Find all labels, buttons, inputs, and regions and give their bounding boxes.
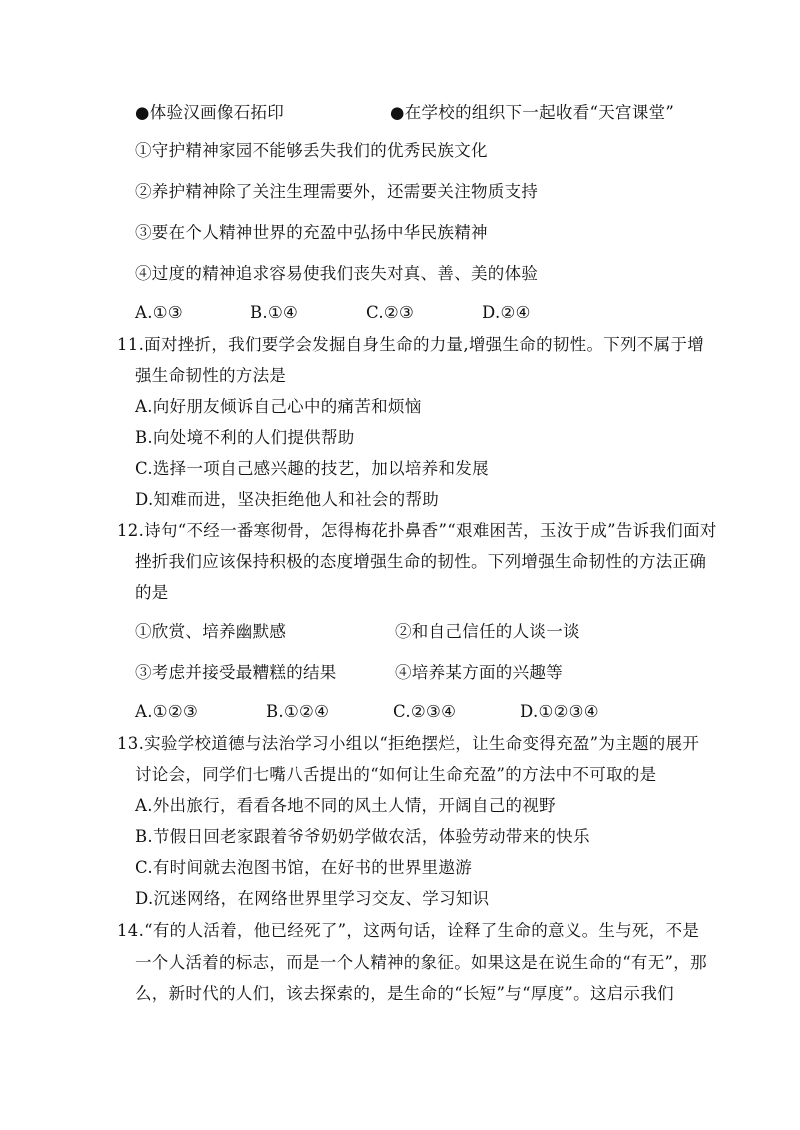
q11-option-a: A.向好朋友倾诉自己心中的痛苦和烦恼	[135, 397, 422, 416]
q14-stem-line: 一个人活着的标志，而是一个人精神的象征。如果这是在说生命的“有无”，那	[135, 953, 707, 972]
q11-option-b: B.向处境不利的人们提供帮助	[135, 428, 355, 447]
q10-statement: ①守护精神家园不能够丢失我们的优秀民族文化	[135, 141, 488, 160]
q12-stem-line: 挫折我们应该保持积极的态度增强生命的韧性。下列增强生命韧性的方法正确	[135, 552, 707, 571]
q10-statement: ④过度的精神追求容易使我们丧失对真、善、美的体验	[135, 264, 539, 283]
q13-option-a: A.外出旅行，看看各地不同的风土人情，开阔自己的视野	[135, 796, 556, 815]
q12-statement: ②和自己信任的人谈一谈	[395, 622, 580, 641]
q13-stem-line: 13.实验学校道德与法治学习小组以“拒绝摆烂，让生命变得充盈”为主题的展开	[117, 734, 700, 753]
q12-statement: ①欣赏、培养幽默感	[135, 622, 287, 641]
q13-option-b: B.节假日回老家跟着爷爷奶奶学做农活，体验劳动带来的快乐	[135, 827, 590, 846]
q11-option-d: D.知难而进，坚决拒绝他人和社会的帮助	[135, 490, 440, 509]
q13-option-d: D.沉迷网络，在网络世界里学习交友、学习知识	[135, 889, 490, 908]
q10-statement: ②养护精神除了关注生理需要外，还需要关注物质支持	[135, 182, 539, 201]
q14-stem-line: 么，新时代的人们，该去探索的，是生命的“长短”与“厚度”。这启示我们	[135, 984, 674, 1003]
q10-option-c: C.②③	[366, 303, 415, 322]
q10-option-a: A.①③	[135, 303, 183, 322]
q14-stem-line: 14.“有的人活着，他已经死了”，这两句话，诠释了生命的意义。生与死，不是	[117, 921, 700, 940]
q11-stem-line: 强生命韧性的方法是	[135, 366, 287, 385]
q12-statement: ③考虑并接受最糟糕的结果	[135, 663, 337, 682]
q11-option-c: C.选择一项自己感兴趣的技艺，加以培养和发展	[135, 459, 489, 478]
q12-stem-line: 12.诗句“不经一番寒彻骨，怎得梅花扑鼻香”“艰难困苦，玉汝于成”告诉我们面对	[117, 521, 717, 540]
q11-stem-line: 11.面对挫折，我们要学会发掘自身生命的力量,增强生命的韧性。下列不属于增	[117, 335, 705, 354]
activity-item-right: ●在学校的组织下一起收看“天宫课堂”	[390, 103, 675, 122]
q12-stem-line: 的是	[135, 583, 169, 602]
q12-option-a: A.①②③	[135, 702, 199, 721]
q12-option-c: C.②③④	[393, 702, 457, 721]
q12-option-d: D.①②③④	[520, 702, 599, 721]
q10-statement: ③要在个人精神世界的充盈中弘扬中华民族精神	[135, 223, 488, 242]
q13-option-c: C.有时间就去泡图书馆，在好书的世界里遨游	[135, 858, 473, 877]
q13-stem-line: 讨论会，同学们七嘴八舌提出的“如何让生命充盈”的方法中不可取的是	[135, 765, 657, 784]
q12-option-b: B.①②④	[266, 702, 330, 721]
q10-option-b: B.①④	[250, 303, 299, 322]
q10-option-d: D.②④	[482, 303, 531, 322]
activity-item-left: ●体验汉画像石拓印	[135, 103, 285, 122]
q12-statement: ④培养某方面的兴趣等	[395, 663, 563, 682]
